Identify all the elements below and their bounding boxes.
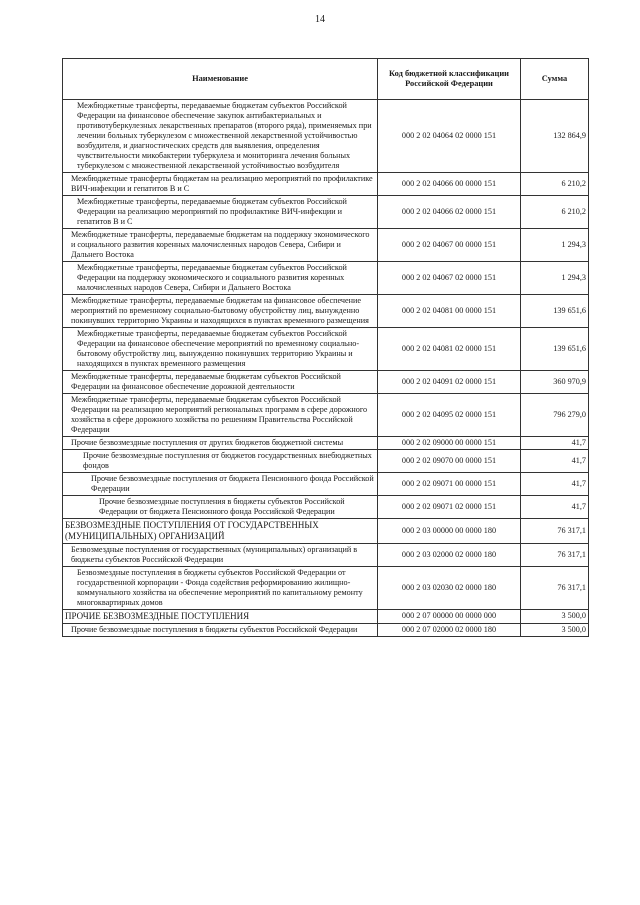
row-sum: 3 500,0	[521, 609, 589, 623]
header-sum: Сумма	[521, 59, 589, 100]
row-name: Прочие безвозмездные поступления от бюджетов государственных внебюджетных фондов	[63, 450, 378, 473]
budget-classification-table	[62, 58, 589, 637]
row-code: 000 2 02 04067 00 0000 151	[378, 229, 521, 262]
row-sum: 796 279,0	[521, 394, 589, 437]
row-code: 000 2 02 04081 02 0000 151	[378, 328, 521, 371]
table-row	[63, 437, 589, 450]
table-header-row	[63, 59, 589, 100]
row-code: 000 2 02 04066 00 0000 151	[378, 173, 521, 196]
row-code: 000 2 02 09071 02 0000 151	[378, 496, 521, 519]
table-row	[63, 100, 589, 173]
row-code: 000 2 03 02000 02 0000 180	[378, 543, 521, 566]
row-code: 000 2 02 04091 02 0000 151	[378, 371, 521, 394]
row-code: 000 2 02 09070 00 0000 151	[378, 450, 521, 473]
table-row	[63, 623, 589, 636]
row-sum: 41,7	[521, 473, 589, 496]
row-name: Прочие безвозмездные поступления от бюджета Пенсионного фонда Российской Федерации	[63, 473, 378, 496]
row-sum: 6 210,2	[521, 173, 589, 196]
table-row	[63, 196, 589, 229]
row-code: 000 2 07 00000 00 0000 000	[378, 609, 521, 623]
row-name: Прочие безвозмездные поступления в бюджеты субъектов Российской Федерации	[63, 623, 378, 636]
table-row	[63, 496, 589, 519]
row-sum: 3 500,0	[521, 623, 589, 636]
row-sum: 76 317,1	[521, 519, 589, 544]
row-name: Безвозмездные поступления в бюджеты субъектов Российской Федерации от государственной корпорации - Фонда содействия реформированию жилищно-коммунального хозяйства на обеспечение мероприятий по капитальному ремонту многоквартирных домов	[63, 566, 378, 609]
row-code: 000 2 02 04081 00 0000 151	[378, 295, 521, 328]
table-row	[63, 473, 589, 496]
row-name: Межбюджетные трансферты, передаваемые бюджетам на поддержку экономического и социального развития коренных малочисленных народов Севера, Сибири и Дальнего Востока	[63, 229, 378, 262]
row-code: 000 2 03 00000 00 0000 180	[378, 519, 521, 544]
table-row	[63, 262, 589, 295]
row-name: Межбюджетные трансферты, передаваемые бюджетам на финансовое обеспечение мероприятий по временному социально-бытовому обустройству лиц, вынужденно покинувших территорию Украины и находящихся в пунктах временного размещения	[63, 295, 378, 328]
table-row	[63, 394, 589, 437]
row-sum: 139 651,6	[521, 295, 589, 328]
row-sum: 1 294,3	[521, 229, 589, 262]
row-name: БЕЗВОЗМЕЗДНЫЕ ПОСТУПЛЕНИЯ ОТ ГОСУДАРСТВЕННЫХ (МУНИЦИПАЛЬНЫХ) ОРГАНИЗАЦИЙ	[63, 519, 378, 544]
row-sum: 139 651,6	[521, 328, 589, 371]
header-name: Наименование	[63, 59, 378, 100]
row-code: 000 2 02 09071 00 0000 151	[378, 473, 521, 496]
row-name: Межбюджетные трансферты, передаваемые бюджетам субъектов Российской Федерации на поддержку экономического и социального развития коренных малочисленных народов Севера, Сибири и Дальнего Востока	[63, 262, 378, 295]
row-name: Межбюджетные трансферты, передаваемые бюджетам субъектов Российской Федерации на финансовое обеспечение дорожной деятельности	[63, 371, 378, 394]
row-name: ПРОЧИЕ БЕЗВОЗМЕЗДНЫЕ ПОСТУПЛЕНИЯ	[63, 609, 378, 623]
row-name: Безвозмездные поступления от государственных (муниципальных) организаций в бюджеты субъектов Российской Федерации	[63, 543, 378, 566]
row-name: Прочие безвозмездные поступления в бюджеты субъектов Российской Федерации от бюджета Пенсионного фонда Российской Федерации	[63, 496, 378, 519]
row-code: 000 2 07 02000 02 0000 180	[378, 623, 521, 636]
table-row	[63, 295, 589, 328]
row-sum: 6 210,2	[521, 196, 589, 229]
row-name: Межбюджетные трансферты, передаваемые бюджетам субъектов Российской Федерации на финансовое обеспечение мероприятий по временному социально-бытовому обустройству лиц, вынужденно покинувших территорию Украины и находящихся в пунктах временного размещения	[63, 328, 378, 371]
row-sum: 76 317,1	[521, 566, 589, 609]
row-sum: 76 317,1	[521, 543, 589, 566]
table-row	[63, 450, 589, 473]
table-row	[63, 519, 589, 544]
row-name: Межбюджетные трансферты, передаваемые бюджетам субъектов Российской Федерации на реализацию мероприятий региональных программ в сфере дорожного хозяйства в сфере дорожного хозяйства по решениям Правительства Российской Федерации	[63, 394, 378, 437]
page-number: 14	[315, 14, 325, 25]
table-row	[63, 609, 589, 623]
row-name: Межбюджетные трансферты, передаваемые бюджетам субъектов Российской Федерации на финансовое обеспечение закупок антибактериальных и противотуберкулезных лекарственных препаратов (второго ряда), применяемых при лечении больных туберкулезом с множественной лекарственной устойчивостью возбудителя, и диагностических средств для выявления, определения чувствительности микобактерии туберкулеза и мониторинга лечения больных туберкулезом с множественной лекарственной устойчивостью возбудителя	[63, 100, 378, 173]
row-sum: 360 970,9	[521, 371, 589, 394]
row-sum: 41,7	[521, 496, 589, 519]
header-code: Код бюджетной классификации Российской Федерации	[378, 59, 521, 100]
table-row	[63, 543, 589, 566]
table-row	[63, 328, 589, 371]
row-name: Межбюджетные трансферты, передаваемые бюджетам субъектов Российской Федерации на реализацию мероприятий по профилактике ВИЧ-инфекции и гепатитов В и С	[63, 196, 378, 229]
row-name: Межбюджетные трансферты бюджетам на реализацию мероприятий по профилактике ВИЧ-инфекции и гепатитов В и С	[63, 173, 378, 196]
table-row	[63, 371, 589, 394]
row-sum: 41,7	[521, 437, 589, 450]
row-code: 000 2 02 04067 02 0000 151	[378, 262, 521, 295]
row-code: 000 2 02 04066 02 0000 151	[378, 196, 521, 229]
row-code: 000 2 02 09000 00 0000 151	[378, 437, 521, 450]
row-code: 000 2 03 02030 02 0000 180	[378, 566, 521, 609]
table-row	[63, 566, 589, 609]
row-sum: 132 864,9	[521, 100, 589, 173]
table-row	[63, 229, 589, 262]
row-sum: 1 294,3	[521, 262, 589, 295]
row-name: Прочие безвозмездные поступления от других бюджетов бюджетной системы	[63, 437, 378, 450]
row-code: 000 2 02 04095 02 0000 151	[378, 394, 521, 437]
row-sum: 41,7	[521, 450, 589, 473]
table-row	[63, 173, 589, 196]
row-code: 000 2 02 04064 02 0000 151	[378, 100, 521, 173]
